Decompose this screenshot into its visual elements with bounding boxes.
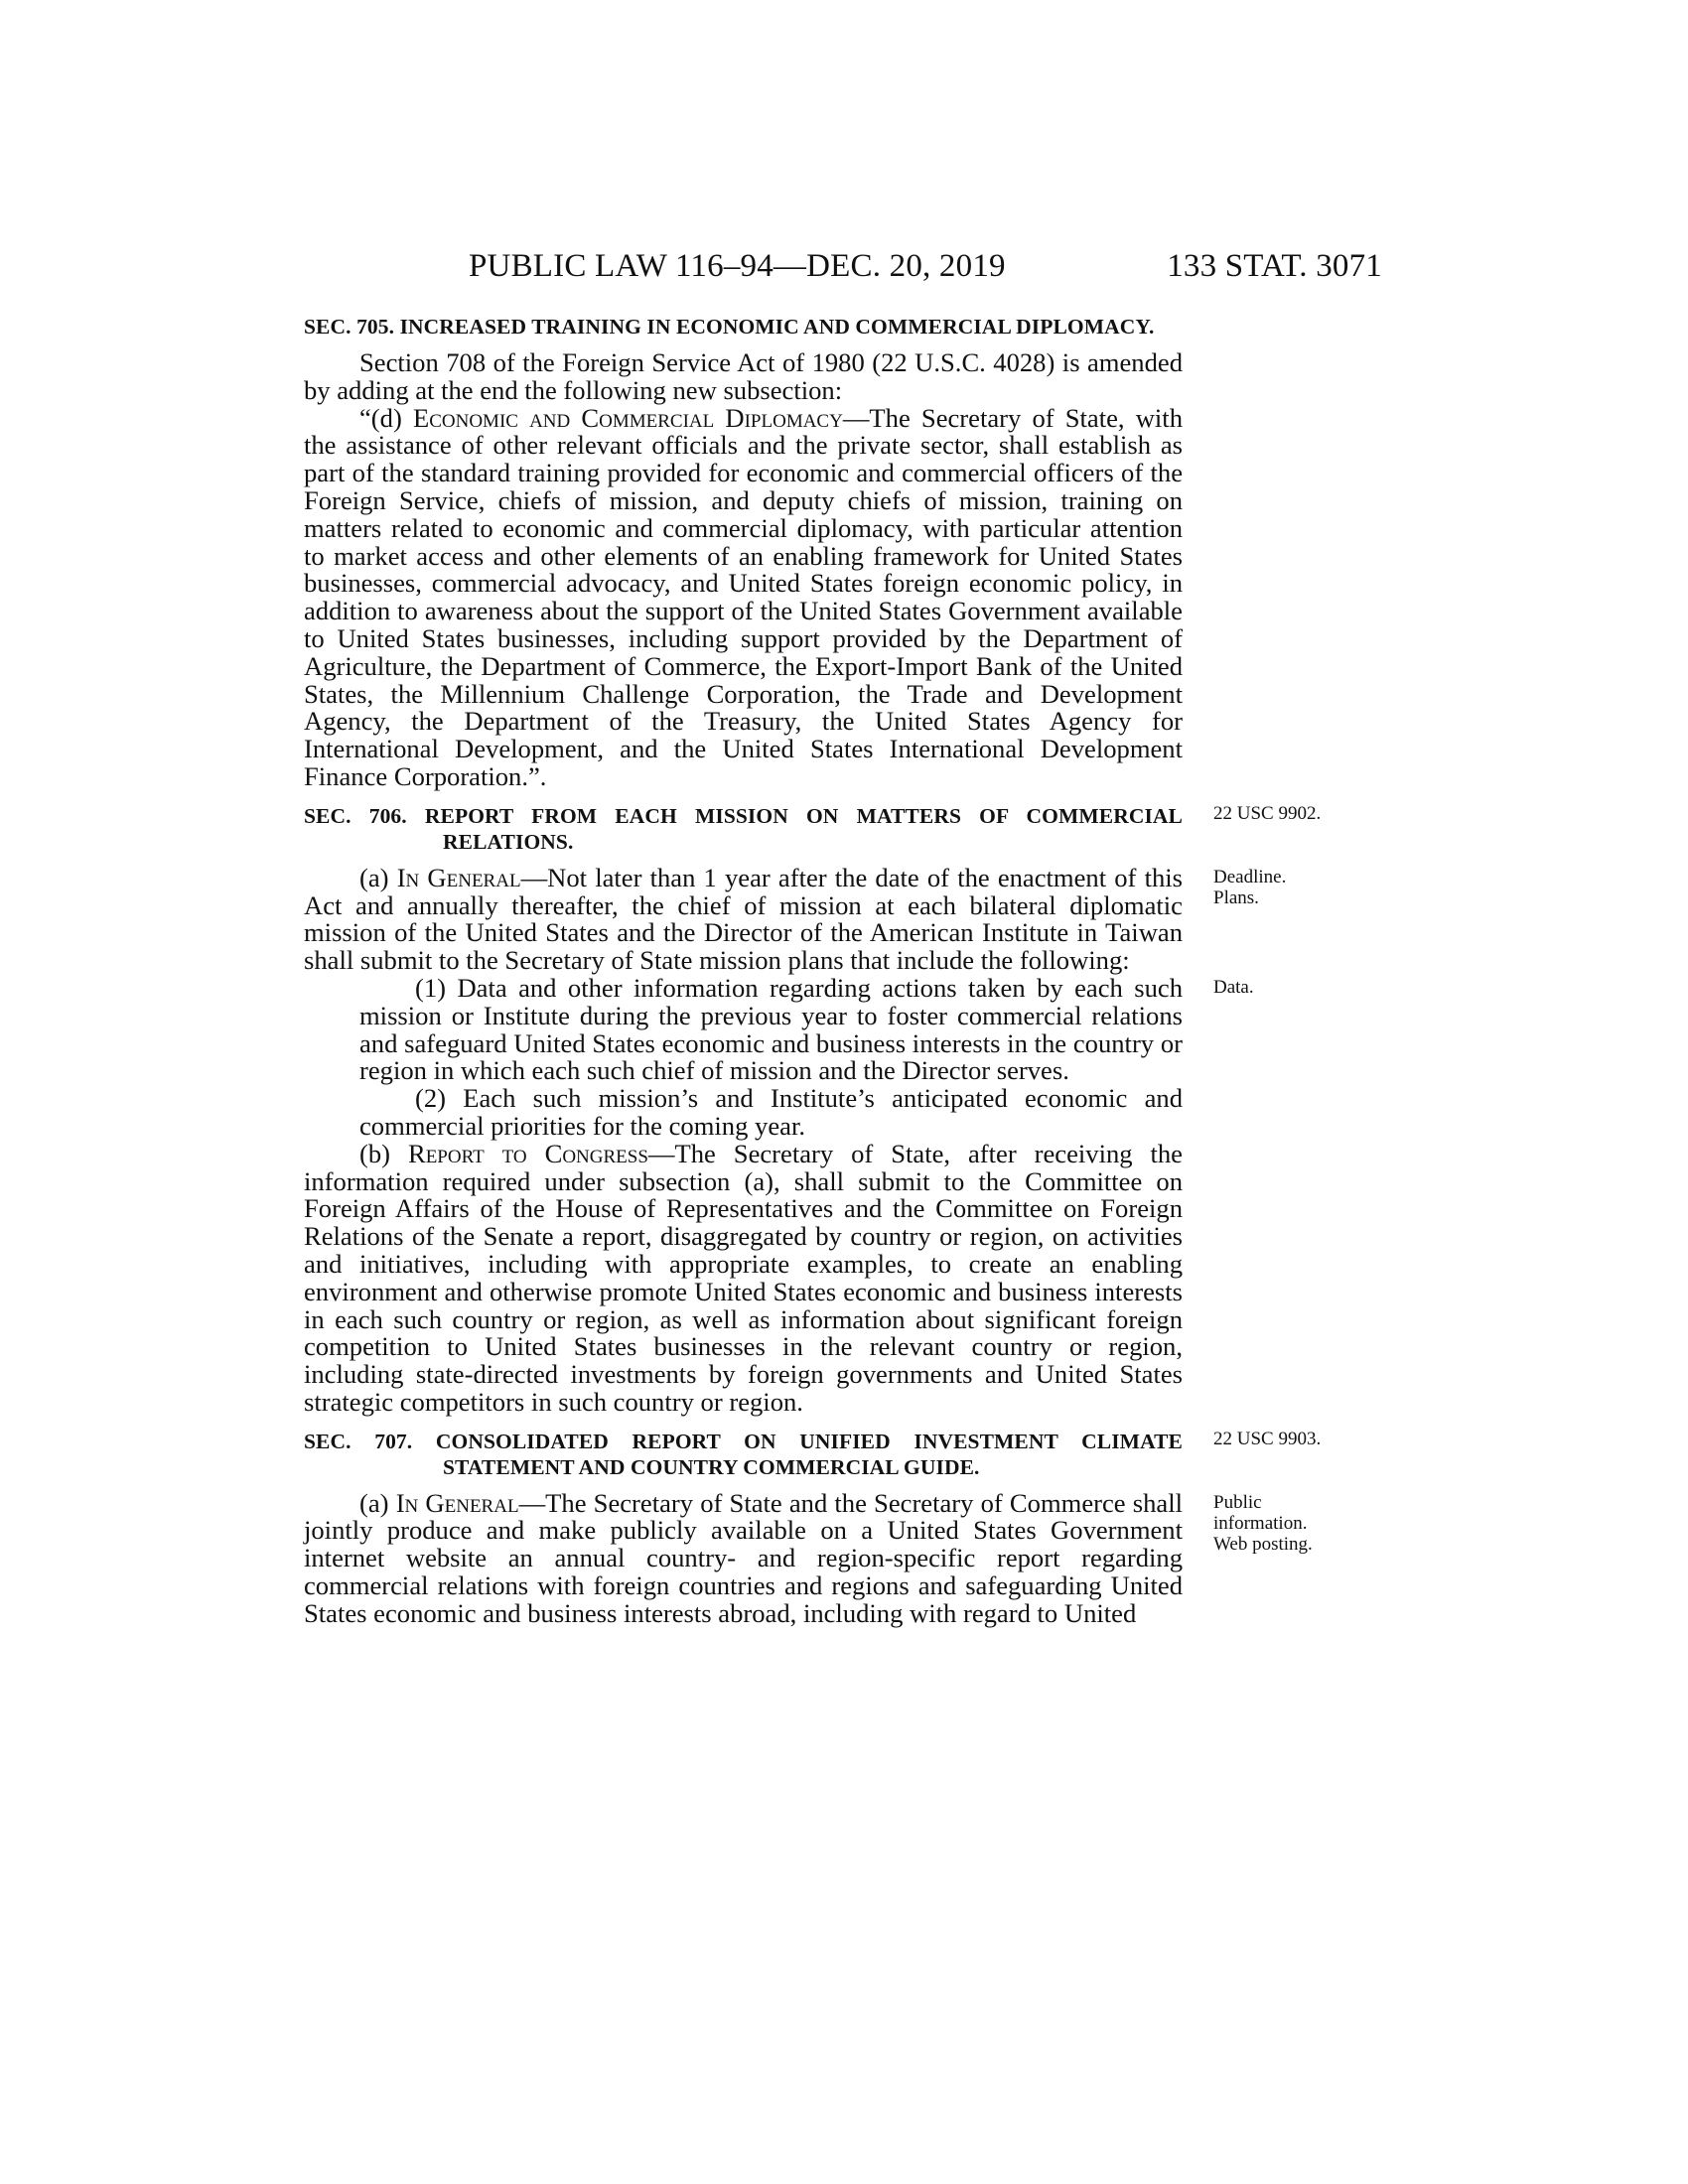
section-707-heading: SEC. 707. CONSOLIDATED REPORT ON UNIFIED INVESTMENT CLIMATE STATEMENT AND COUNTRY COMMERCIAL GUIDE. xyxy=(304,1429,1183,1479)
section-706-heading: SEC. 706. REPORT FROM EACH MISSION ON MATTERS OF COMMERCIAL RELATIONS. xyxy=(304,803,1183,854)
section-706-b-label: Report to Congress xyxy=(407,1138,648,1168)
running-header xyxy=(469,246,1382,286)
data-text: Data. xyxy=(1213,976,1254,998)
section-706-item-1: (1) Data and other information regarding actions taken by each such mission or Institute during the previous year to foster commercial relations and safeguard United States economic and business interests in the country or region in which each such chief of mission and the Director serves. xyxy=(359,972,1183,1086)
section-705-subsection-d xyxy=(304,402,1183,791)
section-706-a xyxy=(304,862,1183,976)
web-posting-text: Web posting. xyxy=(1213,1533,1313,1555)
section-707-a-label: In General xyxy=(395,1487,519,1518)
stat-page-number: 133 STAT. 3071 xyxy=(1167,248,1382,284)
section-706-a-prefix: (a) xyxy=(359,862,397,892)
section-707-a-prefix: (a) xyxy=(359,1487,396,1518)
margin-note-deadline-plans xyxy=(1213,867,1372,908)
usc-9902-text: 22 USC 9902. xyxy=(1213,802,1322,824)
section-706-item-2: (2) Each such mission’s and Institute’s anticipated economic and commercial priorities for the coming year. xyxy=(359,1083,1183,1141)
section-706-a-text: —Not later than 1 year after the date of the enactment of this Act and annually thereafter, the chief of mission at each bilateral diplomatic mission of the United States and the Director of the American Institute in Taiwan shall submit to the Secretary of State mission plans that include the following: xyxy=(304,862,1183,976)
plans-text: Plans. xyxy=(1213,887,1259,908)
subsection-d-prefix: “(d) xyxy=(359,402,413,433)
margin-note-usc-9902 xyxy=(1213,803,1372,824)
information-text: information. xyxy=(1213,1512,1308,1534)
public-law-title: PUBLIC LAW 116–94—DEC. 20, 2019 xyxy=(469,248,1006,284)
section-706-b-prefix: (b) xyxy=(359,1138,408,1168)
deadline-text: Deadline. xyxy=(1213,866,1287,887)
section-706-b-text: —The Secretary of State, after receiving the information required under subsection (a), shall submit to the Committee on Foreign Affairs of the House of Representatives and the Committee on Foreign Relations of the Senate a report, disaggregated by country or region, on activities and initiatives, including with appropriate examples, to create an enabling environment and otherwise promote United States economic and business interests in each such country or region, as well as information about significant foreign competition to United States businesses in the relevant country or region, including state-directed investments by foreign governments and United States strategic competitors in such country or region. xyxy=(304,1138,1183,1417)
section-705-heading: SEC. 705. INCREASED TRAINING IN ECONOMIC AND COMMERCIAL DIPLOMACY. xyxy=(304,315,1155,339)
section-706-a-label: In General xyxy=(396,862,521,892)
usc-9903-text: 22 USC 9903. xyxy=(1213,1428,1322,1449)
margin-note-public-information xyxy=(1213,1492,1372,1555)
section-705-intro: Section 708 of the Foreign Service Act of 1980 (22 U.S.C. 4028) is amended by adding at the end the following new subsection: xyxy=(304,347,1183,405)
body-text xyxy=(304,314,1183,1628)
section-707-a xyxy=(304,1487,1183,1628)
section-707-a-text: —The Secretary of State and the Secretary of Commerce shall jointly produce and make publicly available on a United States Government internet website an annual country- and region-specific report regarding commercial relations with foreign countries and regions and safeguarding United States economic and business interests abroad, including with regard to United xyxy=(304,1487,1183,1628)
margin-note-data xyxy=(1213,977,1372,998)
section-706-b xyxy=(304,1138,1183,1417)
subsection-d-text: —The Secretary of State, with the assistance of other relevant officials and the private sector, shall establish as part of the standard training provided for economic and commercial officers of the Foreign Service, chiefs of mission, and deputy chiefs of mission, training on matters related to economic and commercial diplomacy, with particular attention to market access and other elements of an enabling framework for United States businesses, commercial advocacy, and United States foreign economic policy, in addition to awareness about the support of the United States Government available to United States businesses, including support provided by the Department of Agriculture, the Department of Commerce, the Export-Import Bank of the United States, the Millennium Challenge Corporation, the Trade and Development Agency, the Department of the Treasury, the United States Agency for International Development, and the United States International Development Finance Corporation.”. xyxy=(304,402,1183,791)
subsection-d-label: Economic and Commercial Diplomacy xyxy=(412,402,843,433)
public-text: Public xyxy=(1213,1491,1262,1513)
margin-note-usc-9903 xyxy=(1213,1429,1372,1449)
